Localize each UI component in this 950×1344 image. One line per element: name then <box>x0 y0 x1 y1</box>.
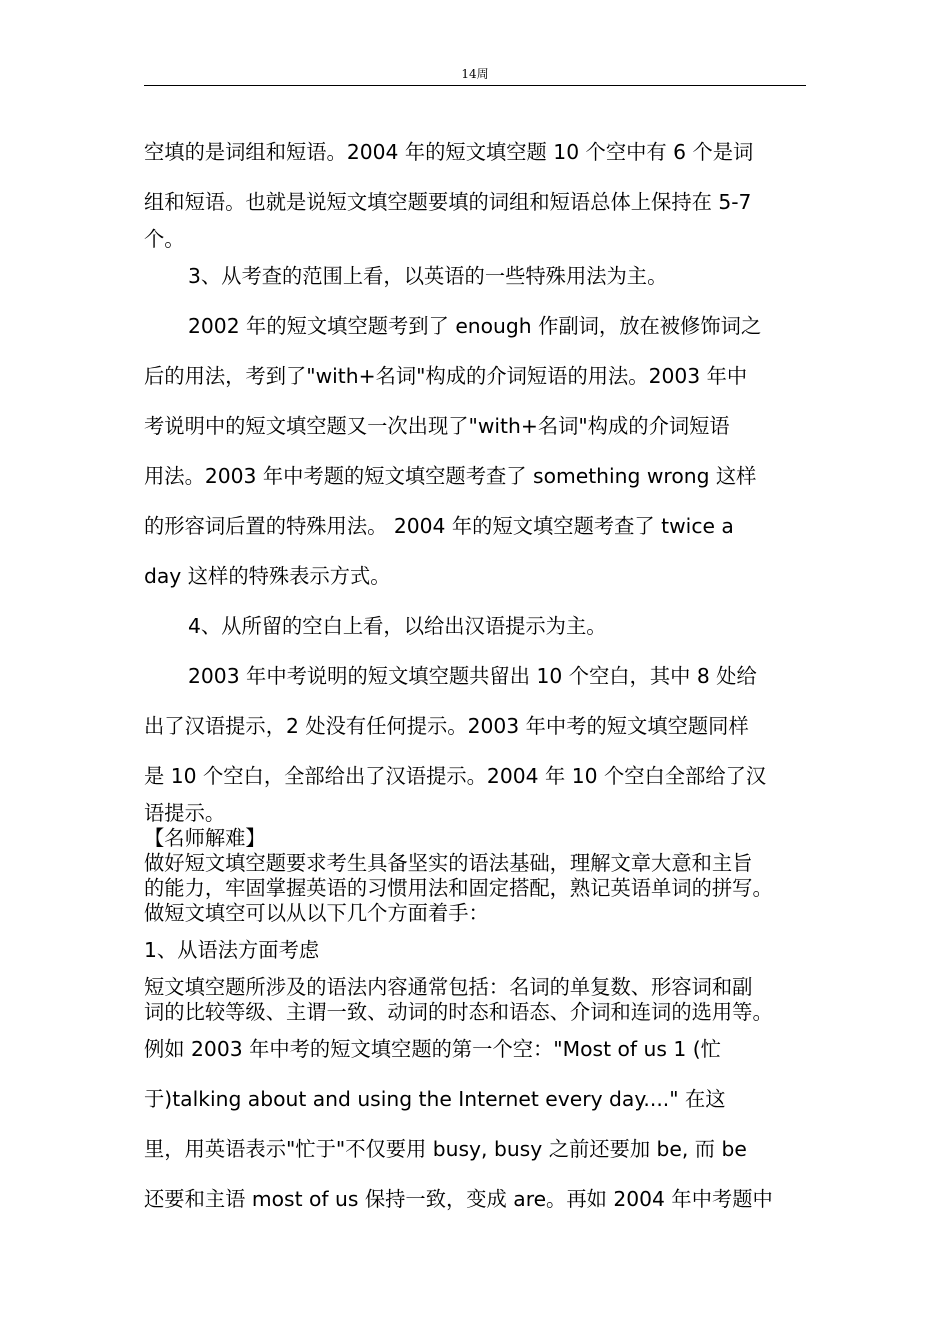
section-heading: 1、从语法方面考虑 <box>144 938 320 962</box>
body-line: 做好短文填空题要求考生具备坚实的语法基础，理解文章大意和主旨 <box>144 851 753 875</box>
body-line: 做短文填空可以从以下几个方面着手： <box>144 901 489 925</box>
body-line: 例如 2003 年中考的短文填空题的第一个空："Most of us 1 (忙 <box>144 1037 721 1061</box>
body-line: 的能力，牢固掌握英语的习惯用法和固定搭配，熟记英语单词的拼写。 <box>144 876 773 900</box>
body-line: 里，用英语表示"忙于"不仅要用 busy, busy 之前还要加 be, 而 be <box>144 1137 747 1161</box>
body-line: 是 10 个空白，全部给出了汉语提示。2004 年 10 个空白全部给了汉 <box>144 764 767 788</box>
body-line: 个。 <box>144 227 185 251</box>
body-line: 考说明中的短文填空题又一次出现了"with+名词"构成的介词短语 <box>144 414 730 438</box>
body-line: 出了汉语提示，2 处没有任何提示。2003 年中考的短文填空题同样 <box>144 714 749 738</box>
section-heading: 4、从所留的空白上看，以给出汉语提示为主。 <box>188 614 607 638</box>
body-line: 的形容词后置的特殊用法。 2004 年的短文填空题考查了 twice a <box>144 514 734 538</box>
body-line: 后的用法，考到了"with+名词"构成的介词短语的用法。2003 年中 <box>144 364 748 388</box>
body-line: 空填的是词组和短语。2004 年的短文填空题 10 个空中有 6 个是词 <box>144 140 754 164</box>
body-line: 语提示。 <box>144 801 226 825</box>
header-rule <box>144 85 806 86</box>
body-line: 组和短语。也就是说短文填空题要填的词组和短语总体上保持在 5-7 <box>144 190 752 214</box>
body-line: day 这样的特殊表示方式。 <box>144 564 391 588</box>
section-heading: 3、从考查的范围上看，以英语的一些特殊用法为主。 <box>188 264 668 288</box>
body-line: 于)talking about and using the Internet every day...." 在这 <box>144 1087 726 1111</box>
body-line: 短文填空题所涉及的语法内容通常包括：名词的单复数、形容词和副 <box>144 975 753 999</box>
body-line: 用法。2003 年中考题的短文填空题考查了 something wrong 这样 <box>144 464 757 488</box>
body-line: 还要和主语 most of us 保持一致，变成 are。再如 2004 年中考题中 <box>144 1187 773 1211</box>
body-line: 2003 年中考说明的短文填空题共留出 10 个空白，其中 8 处给 <box>188 664 757 688</box>
section-title: 【名师解难】 <box>144 826 266 850</box>
body-line: 2002 年的短文填空题考到了 enough 作副词，放在被修饰词之 <box>188 314 762 338</box>
body-line: 词的比较等级、主谓一致、动词的时态和语态、介词和连词的选用等。 <box>144 1000 773 1024</box>
page-header: 14周 <box>461 67 489 81</box>
